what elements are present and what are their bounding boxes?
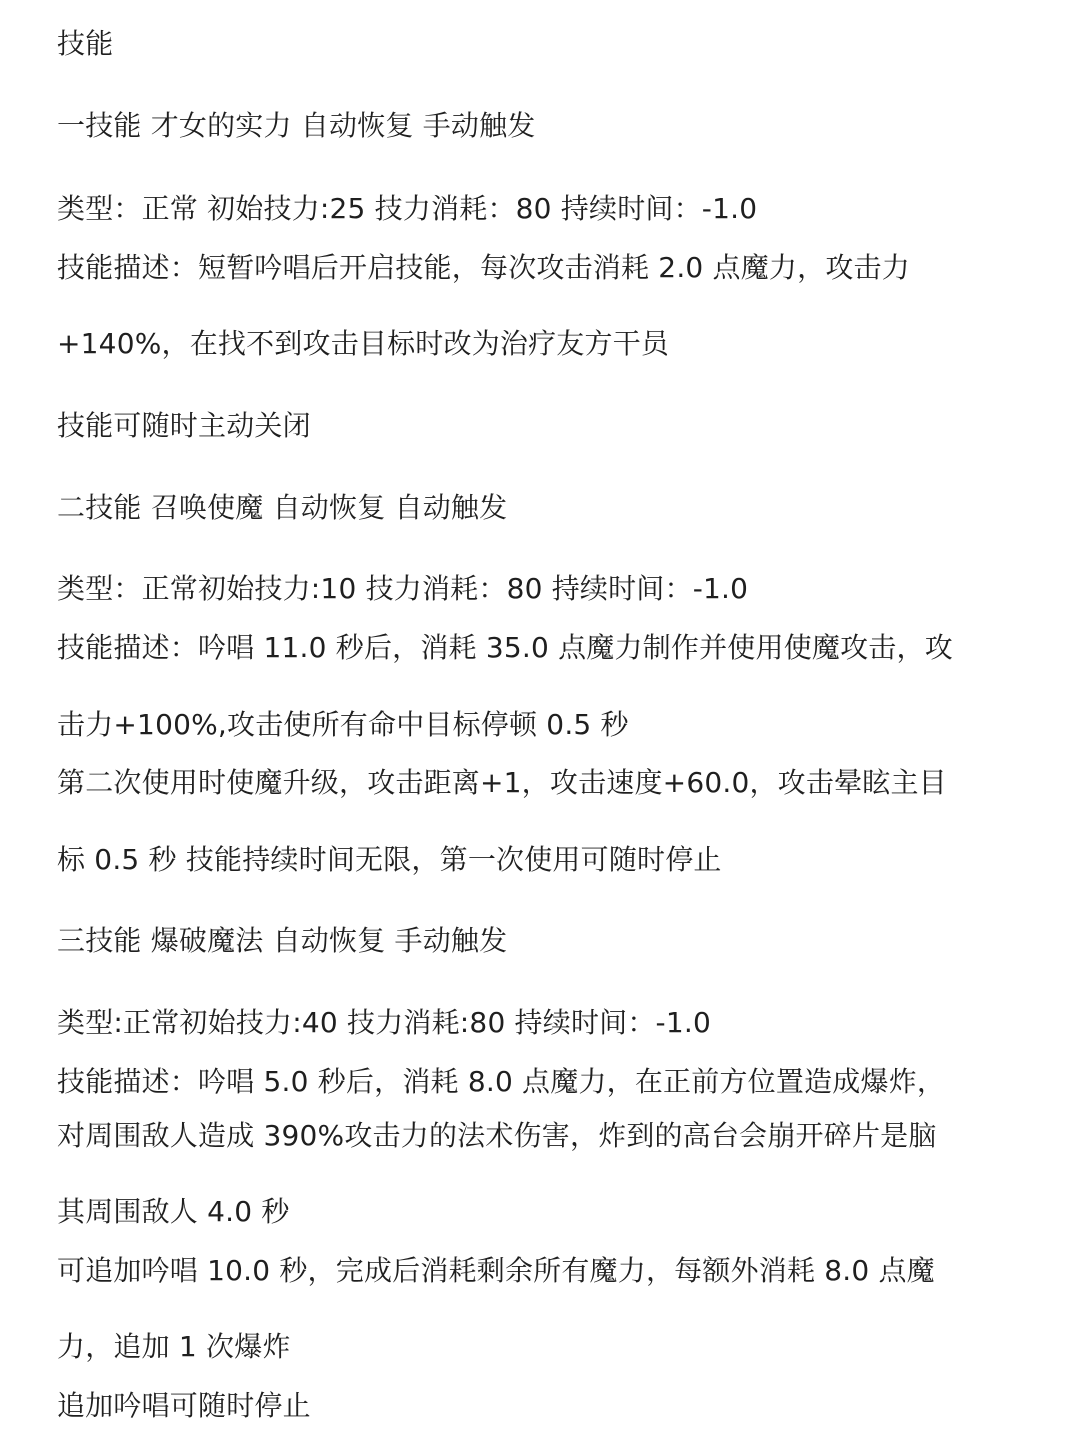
skill-3-extra-chant: 可追加吟唱 10.0 秒，完成后消耗剩余所有魔力，每额外消耗 8.0 点魔 (57, 1254, 935, 1287)
skill-3-note: 追加吟唱可随时停止 (57, 1389, 311, 1422)
skill-3-description-end: 其周围敌人 4.0 秒 (57, 1195, 290, 1228)
skill-3-extra-chant-cont: 力，追加 1 次爆炸 (57, 1330, 291, 1363)
skill-1-title: 一技能 才女的实力 自动恢复 手动触发 (57, 109, 536, 142)
skill-3-description-cont: 对周围敌人造成 390%攻击力的法术伤害，炸到的高台会崩开碎片是脑 (57, 1119, 937, 1152)
skill-2-description: 技能描述：吟唱 11.0 秒后，消耗 35.0 点魔力制作并使用使魔攻击，攻 (57, 631, 953, 664)
skill-3-title: 三技能 爆破魔法 自动恢复 手动触发 (57, 924, 508, 957)
skill-1-note: 技能可随时主动关闭 (57, 409, 311, 442)
skill-3-stats: 类型:正常初始技力:40 技力消耗:80 持续时间：-1.0 (57, 1006, 711, 1039)
skill-1-description-cont: +140%，在找不到攻击目标时改为治疗友方干员 (57, 327, 670, 360)
section-heading: 技能 (57, 27, 114, 60)
skill-2-description-cont: 击力+100%,攻击使所有命中目标停顿 0.5 秒 (57, 708, 629, 741)
skill-2-upgrade: 第二次使用时使魔升级，攻击距离+1，攻击速度+60.0，攻击晕眩主目 (57, 766, 947, 799)
skill-2-title: 二技能 召唤使魔 自动恢复 自动触发 (57, 491, 508, 524)
skill-2-stats: 类型：正常初始技力:10 技力消耗：80 持续时间：-1.0 (57, 572, 749, 605)
skill-2-upgrade-cont: 标 0.5 秒 技能持续时间无限，第一次使用可随时停止 (57, 843, 722, 876)
skill-3-description: 技能描述：吟唱 5.0 秒后，消耗 8.0 点魔力，在正前方位置造成爆炸， (57, 1065, 946, 1098)
skill-1-stats: 类型：正常 初始技力:25 技力消耗：80 持续时间：-1.0 (57, 192, 758, 225)
skill-1-description: 技能描述：短暂吟唱后开启技能，每次攻击消耗 2.0 点魔力，攻击力 (57, 251, 910, 284)
